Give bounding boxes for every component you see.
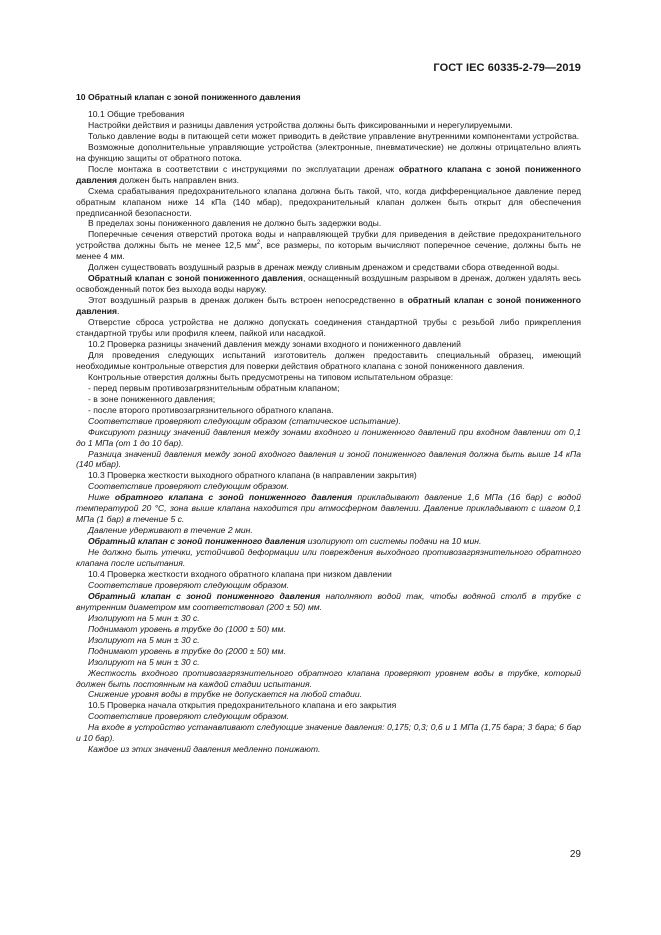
paragraph xyxy=(76,109,581,120)
text-run: Схема срабатывания предохранительного клапана должна быть такой, что, когда дифференциальное давление перед обратным клапаном ниже 14 кПа (140 мбар), предохранительный клапан должен быть открыт для обеспечения предписанной безопасности. xyxy=(76,185,581,218)
paragraph xyxy=(76,580,581,591)
paragraph xyxy=(76,700,581,711)
text-run: Для проведения следующих испытаний изготовитель должен предоставить специальный образец, имеющий необходимые контрольные отверстия для поверки действия обратного клапана с зоной пониженного давления. xyxy=(76,349,581,371)
text-run: прикладывают давление 1,6 МПа (16 бар) с водой температурой 20 °С, зона выше клапана находится при атмосферном давлении. Давление прикладывают с шагом 0,1 МПа (1 бар) в течение 5 с. xyxy=(76,492,581,525)
paragraph xyxy=(76,383,581,394)
paragraph xyxy=(76,470,581,481)
text-run: Снижение уровня воды в трубке не допускается на любой стадии. xyxy=(88,689,363,700)
paragraph xyxy=(76,405,581,416)
text-run: Отверстие сброса устройства не должно допускать соединения стандартной трубы с резьбой либо прикрепления стандартной трубы или профиля клеем, пайкой или насадкой. xyxy=(76,317,581,339)
text-run: Изолируют на 5 мин ± 30 с. xyxy=(88,656,200,667)
paragraph xyxy=(76,142,581,164)
paragraph xyxy=(76,394,581,405)
paragraph xyxy=(76,646,581,657)
text-run: Поднимают уровень в трубке до (1000 ± 50) мм. xyxy=(88,623,286,634)
paragraph xyxy=(76,218,581,229)
text-run: На входе в устройство устанавливают следующие значение давления: 0,175; 0,3; 0,6 и 1 МПа (1,75 бара; 3 бара; 6 бар и 10 бар). xyxy=(76,722,581,744)
defined-term: обратный клапан с зоной пониженного давления xyxy=(76,295,581,317)
text-run: . xyxy=(117,306,120,317)
text-run: Разница значений давления между зоной входного давления и зоной пониженного давления должна быть выше 14 кПа (140 мбар). xyxy=(76,448,581,470)
paragraph xyxy=(76,536,581,547)
paragraph xyxy=(76,273,581,295)
text-run: Поднимают уровень в трубке до (2000 ± 50) мм. xyxy=(88,645,286,656)
text-run: изолируют от системы подачи на 10 мин. xyxy=(305,536,482,547)
paragraph xyxy=(76,722,581,744)
paragraph xyxy=(76,120,581,131)
text-run: 10.1 Общие требования xyxy=(88,108,185,119)
defined-term: Обратный клапан с зоной пониженного давления xyxy=(88,536,306,547)
paragraph xyxy=(76,657,581,668)
text-run: Контрольные отверстия должны быть предусмотрены на типовом испытательном образце: xyxy=(88,371,454,382)
superscript: 2 xyxy=(256,240,261,247)
paragraph xyxy=(76,547,581,569)
paragraph xyxy=(76,372,581,383)
text-run: 10.4 Проверка жесткости входного обратного клапана при низком давлении xyxy=(88,568,392,579)
text-run: Только давление воды в питающей сети может приводить в действие управление внутренними компонентами устройства. xyxy=(88,130,580,141)
paragraph xyxy=(76,481,581,492)
text-run: наполняют водой так, чтобы водяной столб в трубке с внутренним диаметром мм соответствовал (200 ± 50) мм. xyxy=(76,590,581,612)
paragraph xyxy=(76,744,581,755)
text-run: Изолируют на 5 мин ± 30 с. xyxy=(88,634,200,645)
defined-term: обратного клапана с зоной пониженного давления xyxy=(76,163,581,185)
section-heading: 10 Обратный клапан с зоной пониженного давления xyxy=(76,92,301,102)
paragraph-list xyxy=(76,109,581,755)
text-run: Поперечные сечения отверстий протока воды и направляющей трубки для приведения в действие предохранительного устройства должны быть не менее 12,5 мм xyxy=(76,229,581,251)
paragraph xyxy=(76,131,581,142)
paragraph xyxy=(76,262,581,273)
text-run: Ниже xyxy=(88,492,115,503)
paragraph xyxy=(76,427,581,449)
text-run: Соответствие проверяют следующим образом (статическое испытание). xyxy=(88,415,401,426)
text-run: 10.3 Проверка жесткости выходного обратного клапана (в направлении закрытия) xyxy=(88,470,417,481)
document-body xyxy=(76,92,581,755)
text-run: Настройки действия и разницы давления устройства должны быть фиксированными и нерегулируемыми. xyxy=(88,119,513,130)
paragraph xyxy=(76,591,581,613)
paragraph xyxy=(76,317,581,339)
text-run: Соответствие проверяют следующим образом. xyxy=(88,481,290,492)
paragraph xyxy=(76,711,581,722)
defined-term: Обратный клапан с зоной пониженного давления xyxy=(88,590,321,601)
paragraph xyxy=(76,613,581,624)
text-run: Жесткость входного противозагрязнительного обратного клапана проверяют уровнем воды в трубке, который должен быть постоянным на каждой стадии испытания. xyxy=(76,667,581,689)
text-run: , оснащенный воздушным разрывом в дренаж, должен удалять весь освобожденный поток без выхода воды наружу. xyxy=(76,273,581,295)
text-run: Каждое из этих значений давления медленно понижают. xyxy=(88,744,321,755)
text-run: должен быть направлен вниз. xyxy=(117,174,240,185)
text-run: Изолируют на 5 мин ± 30 с. xyxy=(88,612,200,623)
text-run: В пределах зоны пониженного давления не должно быть задержки воды. xyxy=(88,218,382,229)
paragraph xyxy=(76,492,581,525)
text-run: 10.2 Проверка разницы значений давления между зонами входного и пониженного давлений xyxy=(88,338,461,349)
text-run: Давление удерживают в течение 2 мин. xyxy=(88,525,253,536)
standard-designation: ГОСТ IEC 60335-2-79—2019 xyxy=(433,62,581,74)
defined-term: обратного клапана с зоной пониженного давления xyxy=(114,492,353,503)
paragraph xyxy=(76,295,581,317)
paragraph xyxy=(76,350,581,372)
text-run: - перед первым противозагрязнительным обратным клапаном; xyxy=(88,382,340,393)
text-run: Фиксируют разницу значений давления между зонами входного и пониженного давлений при входном давлении от 0,1 до 1 МПа (от 1 до 10 бар). xyxy=(76,426,581,448)
paragraph xyxy=(76,635,581,646)
text-run: - после второго противозагрязнительного обратного клапана. xyxy=(88,404,334,415)
paragraph xyxy=(76,339,581,350)
text-run: Возможные дополнительные управляющие устройства (электронные, пневматические) не должны отрицательно влиять на функцию защиты от обратного потока. xyxy=(76,141,581,163)
paragraph xyxy=(76,186,581,219)
defined-term: Обратный клапан с зоной пониженного давления xyxy=(88,273,303,284)
text-run: После монтажа в соответствии с инструкциями по эксплуатации дренаж xyxy=(88,163,399,174)
text-run: Соответствие проверяют следующим образом. xyxy=(88,711,290,722)
text-run: - в зоне пониженного давления; xyxy=(88,393,216,404)
paragraph xyxy=(76,449,581,471)
paragraph xyxy=(76,668,581,690)
text-run: Должен существовать воздушный разрыв в дренаж между сливным дренажом и средствами сбора отведенной воды. xyxy=(88,262,560,273)
paragraph xyxy=(76,689,581,700)
text-run: 10.5 Проверка начала открытия предохранительного клапана и его закрытия xyxy=(88,700,397,711)
page-number: 29 xyxy=(569,849,581,860)
paragraph xyxy=(76,569,581,580)
text-run: Не должно быть утечки, устойчивой деформации или повреждения выходного противозагрязнительного обратного клапана после испытания. xyxy=(76,547,581,569)
text-run: Соответствие проверяют следующим образом. xyxy=(88,579,290,590)
paragraph xyxy=(76,416,581,427)
paragraph xyxy=(76,164,581,186)
text-run: Этот воздушный разрыв в дренаж должен быть встроен непосредственно в xyxy=(88,295,408,306)
paragraph xyxy=(76,229,581,262)
paragraph xyxy=(76,624,581,635)
paragraph xyxy=(76,525,581,536)
text-run: , все размеры, по которым вычисляют поперечное сечение, должны быть не менее 4 мм. xyxy=(76,240,581,262)
